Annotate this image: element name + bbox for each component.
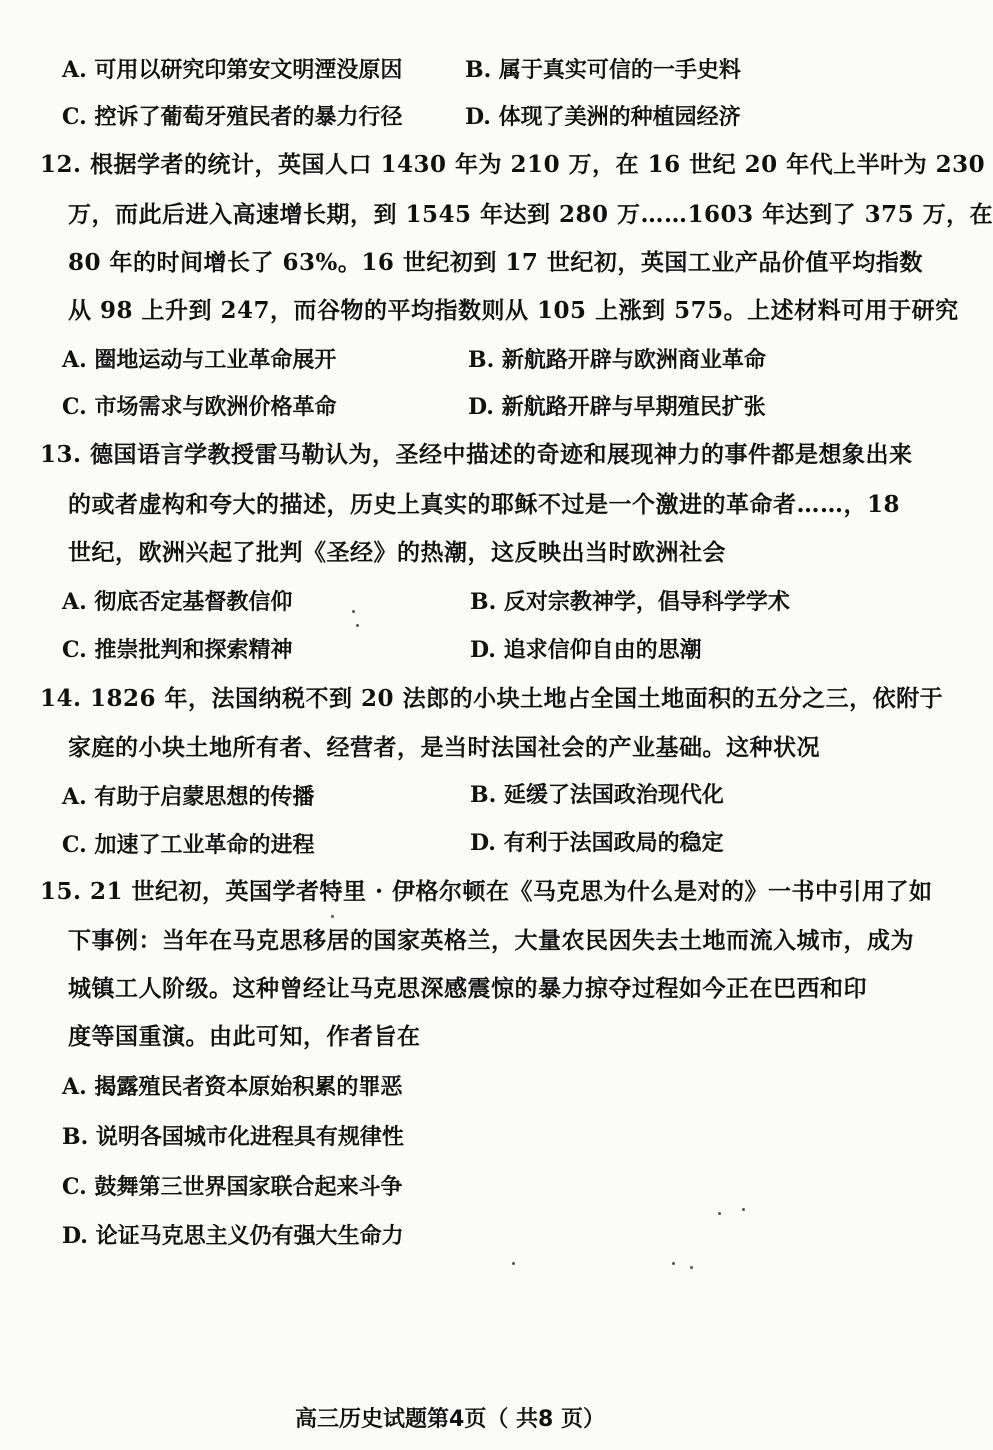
scan-speck — [512, 1262, 515, 1265]
q14-stem-line-1: 14. 1826 年，法国纳税不到 20 法郎的小块土地占全国土地面积的五分之三，依附于 — [40, 685, 944, 712]
q15-stem-line-3: 城镇工人阶级。这种曾经让马克思深感震惊的暴力掠夺过程如今正在巴西和印 — [68, 975, 867, 1002]
q11-option-b: B. 属于真实可信的一手史料 — [465, 57, 741, 83]
q15-stem-line-4: 度等国重演。由此可知，作者旨在 — [68, 1023, 421, 1050]
q15-option-d: D. 论证马克思主义仍有强大生命力 — [62, 1223, 404, 1249]
q13-stem-line-1: 13. 德国语言学教授雷马勒认为，圣经中描述的奇迹和展现神力的事件都是想象出来 — [40, 441, 913, 468]
q15-option-c: C. 鼓舞第三世界国家联合起来斗争 — [62, 1174, 403, 1200]
q12-option-b: B. 新航路开辟与欧洲商业革命 — [468, 347, 766, 373]
q12-stem-line-1: 12. 根据学者的统计，英国人口 1430 年为 210 万，在 16 世纪 20 年代上半叶为 230 — [40, 151, 986, 178]
scan-speck — [672, 1262, 675, 1265]
q13-option-d: D. 追求信仰自由的思潮 — [470, 637, 702, 663]
q14-option-d: D. 有利于法国政局的稳定 — [470, 830, 724, 856]
q12-stem-line-2: 万，而此后进入高速增长期，到 1545 年达到 280 万……1603 年达到了 375 万，在 — [68, 201, 993, 228]
scan-speck — [690, 1266, 693, 1269]
scan-speck — [331, 915, 334, 918]
q13-stem-line-2: 的或者虚构和夸大的描述，历史上真实的耶稣不过是一个激进的革命者……，18 — [68, 491, 901, 518]
q12-option-c: C. 市场需求与欧洲价格革命 — [62, 394, 337, 420]
q14-option-a: A. 有助于启蒙思想的传播 — [62, 784, 315, 810]
scan-speck — [742, 1208, 745, 1211]
q12-stem-line-3: 80 年的时间增长了 63%。16 世纪初到 17 世纪初，英国工业产品价值平均指数 — [68, 249, 923, 276]
q13-option-b: B. 反对宗教神学，倡导科学学术 — [470, 589, 790, 615]
q14-option-b: B. 延缓了法国政治现代化 — [470, 782, 724, 808]
q15-stem-line-2: 下事例：当年在马克思移居的国家英格兰，大量农民因失去土地而流入城市，成为 — [68, 927, 914, 954]
q12-stem-line-4: 从 98 上升到 247，而谷物的平均指数则从 105 上涨到 575。上述材料可用于研究 — [68, 297, 959, 324]
q11-option-c: C. 控诉了葡萄牙殖民者的暴力行径 — [62, 104, 403, 130]
q11-option-a: A. 可用以研究印第安文明湮没原因 — [62, 57, 403, 83]
q14-stem-line-2: 家庭的小块土地所有者、经营者，是当时法国社会的产业基础。这种状况 — [68, 734, 820, 761]
q12-option-a: A. 圈地运动与工业革命展开 — [62, 347, 337, 373]
q13-stem-line-3: 世纪，欧洲兴起了批判《圣经》的热潮，这反映出当时欧洲社会 — [68, 539, 726, 566]
q15-option-b: B. 说明各国城市化进程具有规律性 — [62, 1124, 404, 1150]
q13-option-a: A. 彻底否定基督教信仰 — [62, 589, 293, 615]
scan-speck — [718, 1212, 721, 1215]
q15-stem-line-1: 15. 21 世纪初，英国学者特里 · 伊格尔顿在《马克思为什么是对的》一书中引用了如 — [40, 878, 933, 905]
page-footer: 高三历史试题第4页（ 共8 页） — [295, 1407, 605, 1432]
scan-speck — [356, 624, 359, 627]
q15-option-a: A. 揭露殖民者资本原始积累的罪恶 — [62, 1074, 403, 1100]
q14-option-c: C. 加速了工业革命的进程 — [62, 832, 315, 858]
q11-option-d: D. 体现了美洲的种植园经济 — [465, 104, 741, 130]
q13-option-c: C. 推崇批判和探索精神 — [62, 637, 293, 663]
q12-option-d: D. 新航路开辟与早期殖民扩张 — [468, 394, 766, 420]
scan-speck — [352, 610, 355, 613]
